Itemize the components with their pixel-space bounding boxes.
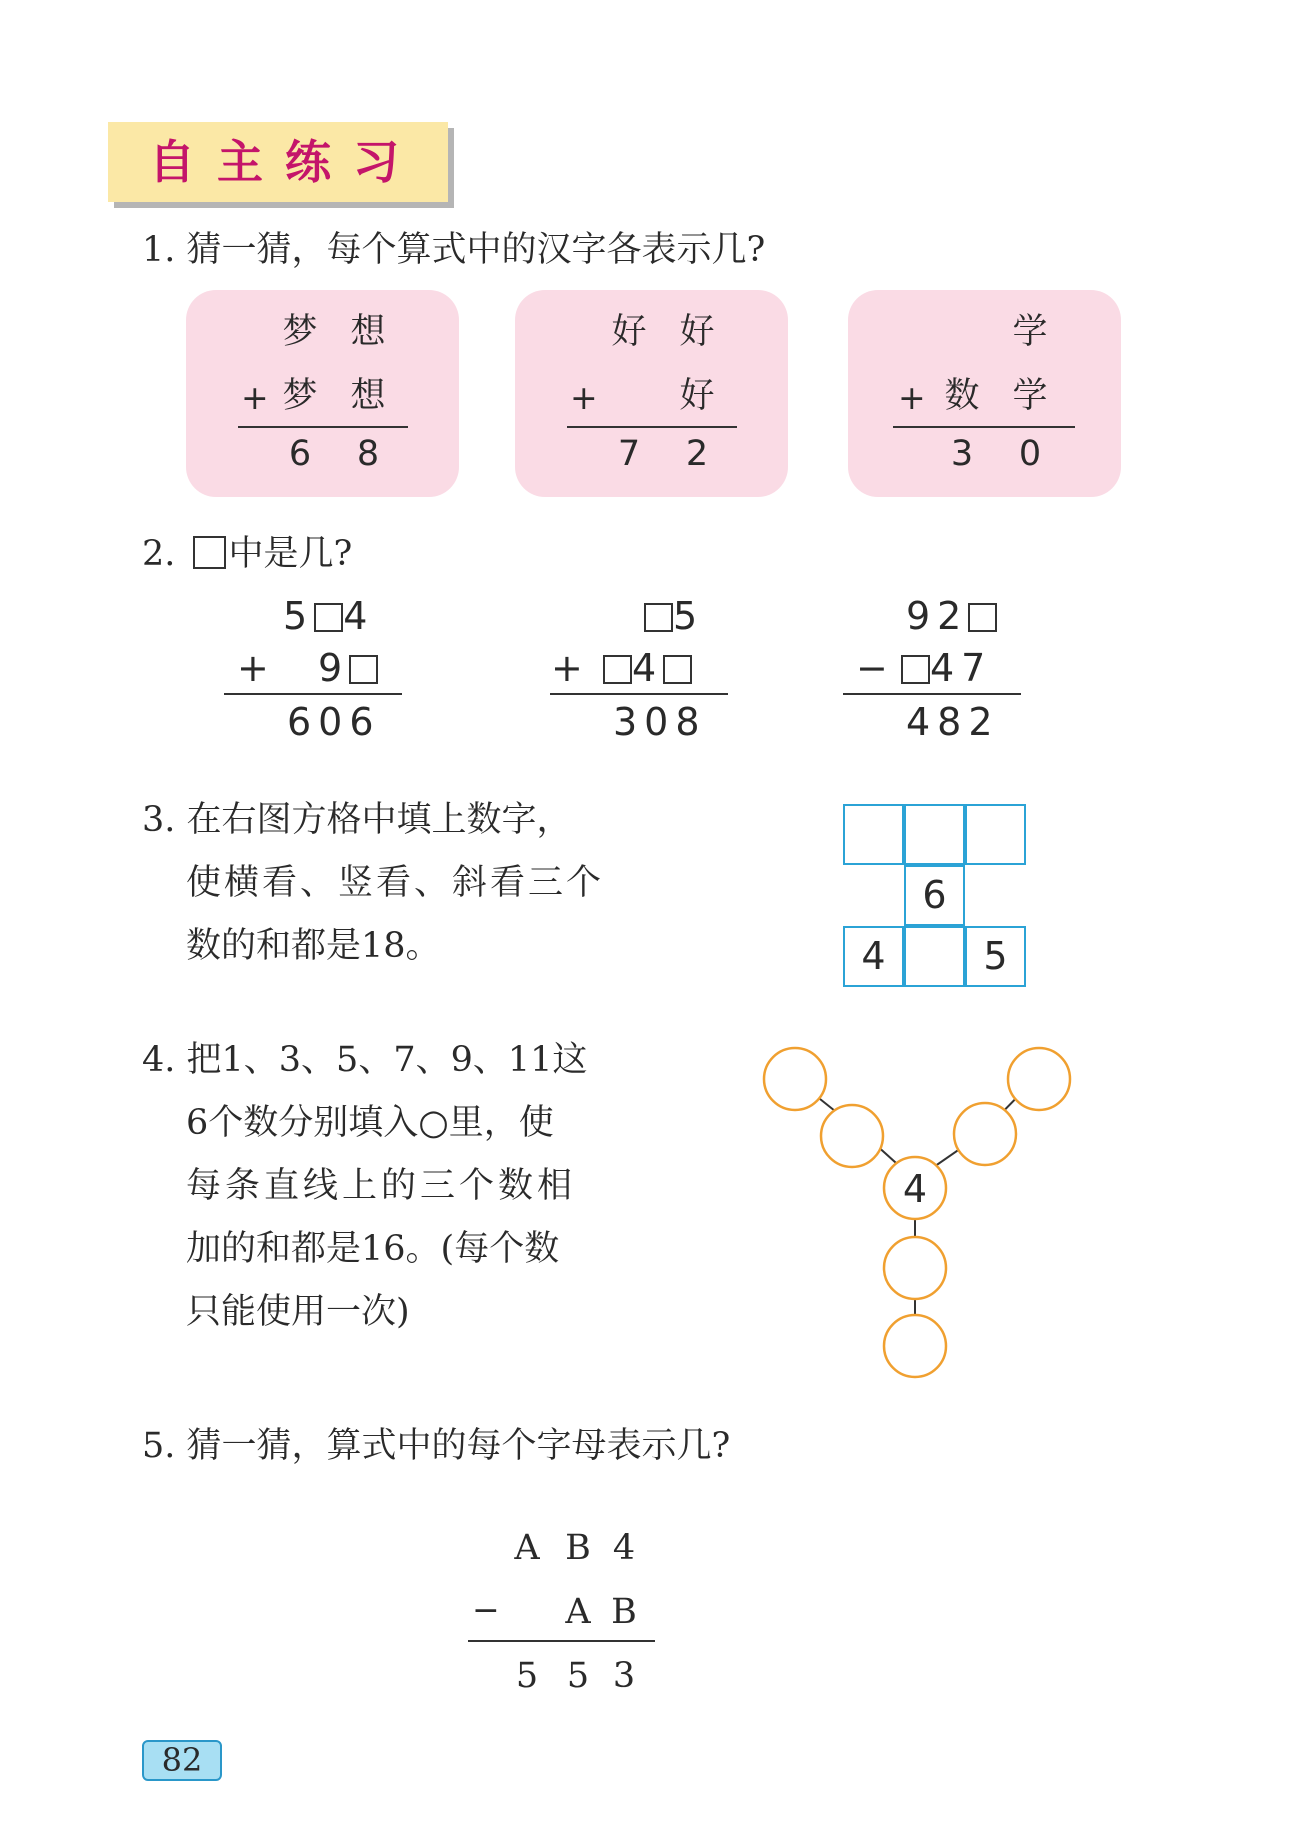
circle-top-right-inner[interactable] xyxy=(954,1103,1016,1165)
question-4-line-3: 每条直线上的三个数相 xyxy=(186,1166,577,1206)
card1-top-1: 梦 xyxy=(282,312,318,352)
question-2-prompt: 中是几? xyxy=(228,534,353,574)
question-2-text xyxy=(142,534,352,574)
q2-p3-operator: − xyxy=(856,646,895,690)
q2-p3-top-digits: 92 xyxy=(906,594,969,638)
grid-cell-r1c1[interactable] xyxy=(843,804,904,865)
q2-p2-operator: + xyxy=(551,646,590,690)
card1-bottom-1: 梦 xyxy=(282,376,318,416)
q5-bottom-1: A xyxy=(565,1592,591,1632)
card1-line xyxy=(238,426,408,428)
q2-p1-operator: + xyxy=(237,646,276,690)
q2-p1-blank-2[interactable] xyxy=(349,655,378,684)
q2-p3-result: 482 xyxy=(906,700,1000,744)
card1-top-2: 想 xyxy=(350,312,386,352)
q2-p1-line xyxy=(224,693,402,695)
center-value: 4 xyxy=(902,1167,928,1211)
question-3-line-2: 使横看、竖看、斜看三个 xyxy=(186,863,605,903)
q5-result-1: 5 xyxy=(515,1656,539,1696)
grid-cell-r1c2[interactable] xyxy=(904,804,965,865)
card2-operator: + xyxy=(570,378,598,417)
circle-bottom-outer[interactable] xyxy=(884,1315,946,1377)
q2-p1-bottom-digit: 9 xyxy=(318,646,350,690)
section-title: 自主练习 xyxy=(149,135,421,189)
question-1-text: 1. 猜一猜，每个算式中的汉字各表示几? xyxy=(142,230,766,270)
card2-result-1: 7 xyxy=(617,434,641,474)
q2-p3-bottom xyxy=(901,646,992,690)
q5-top-1: A xyxy=(514,1528,540,1568)
q2-p3-blank-1[interactable] xyxy=(968,603,997,632)
q5-top-2: B xyxy=(565,1528,591,1568)
y-shape-diagram xyxy=(740,1030,1080,1380)
q5-bottom-2: B xyxy=(611,1592,637,1632)
card2-top-2: 好 xyxy=(679,312,715,352)
q2-p2-blank-2[interactable] xyxy=(603,655,632,684)
grid-cell-r3c3: 5 xyxy=(965,926,1026,987)
card2-result-2: 2 xyxy=(685,434,709,474)
q2-p2-bottom xyxy=(603,646,692,690)
q2-p2-result: 308 xyxy=(613,700,707,744)
question-4-line-1: 4. 把1、3、5、7、9、11这 xyxy=(142,1040,588,1080)
q2-p2-blank-1[interactable] xyxy=(644,603,673,632)
card3-bottom-2: 学 xyxy=(1012,376,1048,416)
q2-p1-top-digit-b: 4 xyxy=(343,594,375,638)
q2-p1-top xyxy=(283,594,374,638)
question-4-line-4: 加的和都是16。(每个数 xyxy=(186,1229,560,1269)
q2-p1-blank-1[interactable] xyxy=(314,603,343,632)
q5-top-3: 4 xyxy=(612,1528,636,1568)
grid-cell-r2c2: 6 xyxy=(904,865,965,926)
circle-top-right-outer[interactable] xyxy=(1008,1048,1070,1110)
q2-p1-top-digit-a: 5 xyxy=(283,594,315,638)
q5-result-3: 3 xyxy=(612,1656,636,1696)
equation-card-1 xyxy=(186,290,459,497)
question-4-line-5: 只能使用一次) xyxy=(186,1292,410,1332)
circle-bottom-inner[interactable] xyxy=(884,1237,946,1299)
card3-line xyxy=(893,426,1075,428)
q2-p1-bottom xyxy=(318,646,378,690)
answer-box-icon xyxy=(193,536,226,569)
grid-cell-r3c2[interactable] xyxy=(904,926,965,987)
question-5-text: 5. 猜一猜，算式中的每个字母表示几? xyxy=(142,1426,731,1466)
q2-p1-result: 606 xyxy=(287,700,381,744)
card2-bottom-2: 好 xyxy=(679,376,715,416)
q2-p3-blank-2[interactable] xyxy=(901,655,930,684)
question-3-line-3: 数的和都是18。 xyxy=(186,926,441,966)
q2-p2-top xyxy=(644,594,704,638)
card2-top-1: 好 xyxy=(611,312,647,352)
card1-operator: + xyxy=(241,378,269,417)
grid-cell-r1c3[interactable] xyxy=(965,804,1026,865)
question-3-line-1: 3. 在右图方格中填上数字， xyxy=(142,800,572,840)
q5-operator: − xyxy=(472,1590,500,1629)
card3-bottom-1: 数 xyxy=(944,376,980,416)
q2-p2-line xyxy=(550,693,728,695)
card1-bottom-2: 想 xyxy=(350,376,386,416)
q2-p2-blank-3[interactable] xyxy=(663,655,692,684)
circle-top-left-inner[interactable] xyxy=(821,1105,883,1167)
card2-line xyxy=(567,426,737,428)
card1-result-2: 8 xyxy=(356,434,380,474)
q2-p3-bottom-digits: 47 xyxy=(930,646,993,690)
grid-cell-r3c1: 4 xyxy=(843,926,904,987)
card3-result-2: 0 xyxy=(1018,434,1042,474)
card3-result-1: 3 xyxy=(950,434,974,474)
circle-top-left-outer[interactable] xyxy=(764,1048,826,1110)
q5-line xyxy=(468,1640,655,1642)
q2-p3-top xyxy=(906,594,997,638)
equation-card-2 xyxy=(515,290,788,497)
q2-p2-top-digit: 5 xyxy=(673,594,705,638)
card3-operator: + xyxy=(898,378,926,417)
card1-result-1: 6 xyxy=(288,434,312,474)
section-banner xyxy=(108,122,448,202)
card3-top-2: 学 xyxy=(1012,312,1048,352)
question-4-line-2: 6个数分别填入○里，使 xyxy=(186,1103,554,1143)
q2-p2-bottom-digit: 4 xyxy=(632,646,664,690)
question-2-number: 2. xyxy=(142,534,176,574)
equation-card-3 xyxy=(848,290,1121,497)
q5-result-2: 5 xyxy=(566,1656,590,1696)
q2-p3-line xyxy=(843,693,1021,695)
page-number: 82 xyxy=(142,1740,222,1781)
